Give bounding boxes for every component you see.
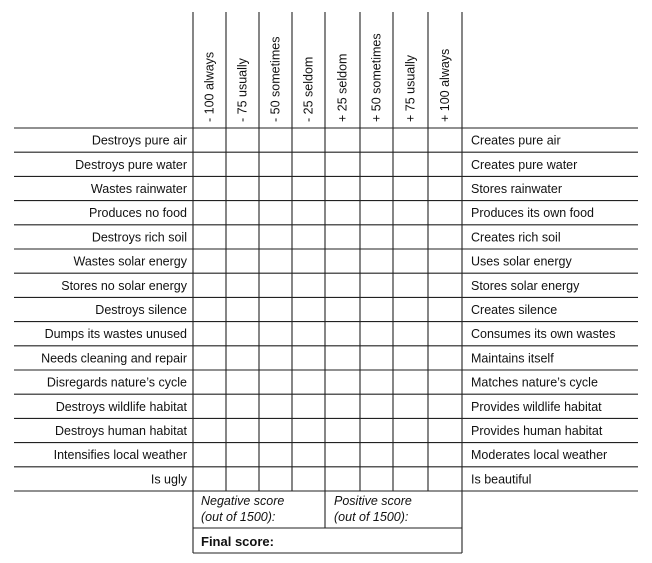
final-score-label: Final score: [201, 534, 274, 549]
positive-trait-label: Provides wildlife habitat [471, 399, 602, 414]
negative-trait-label: Is ugly [150, 472, 187, 487]
positive-trait-label: Stores solar energy [471, 278, 580, 293]
negative-trait-label: Destroys wildlife habitat [55, 399, 187, 414]
column-header: + 75 usually [403, 54, 418, 122]
negative-trait-label: Stores no solar energy [61, 278, 187, 293]
column-header: + 25 seldom [335, 53, 350, 122]
positive-score-label: Positive score [334, 494, 412, 508]
negative-trait-label: Destroys human habitat [54, 424, 187, 438]
negative-trait-label: Produces no food [89, 206, 187, 221]
positive-trait-label: Creates rich soil [471, 230, 561, 245]
negative-trait-label: Needs cleaning and repair [41, 351, 187, 366]
negative-trait-label: Dumps its wastes unused [44, 327, 187, 342]
positive-trait-label: Consumes its own wastes [471, 327, 616, 342]
positive-trait-label: Creates pure water [471, 157, 578, 172]
positive-trait-label: Produces its own food [471, 206, 594, 221]
negative-score-out-of: (out of 1500): [201, 510, 276, 524]
positive-trait-label: Creates silence [471, 303, 558, 317]
negative-trait-label: Destroys pure air [91, 133, 187, 148]
negative-trait-label: Wastes rainwater [90, 182, 187, 196]
positive-trait-label: Moderates local weather [471, 448, 608, 463]
negative-trait-label: Wastes solar energy [73, 254, 187, 269]
positive-trait-label: Maintains itself [471, 351, 554, 366]
positive-trait-label: Matches nature’s cycle [471, 375, 598, 390]
negative-trait-label: Intensifies local weather [53, 448, 187, 463]
column-header: - 75 usually [235, 58, 250, 122]
score-area [201, 494, 412, 549]
column-header: + 50 sometimes [369, 33, 384, 122]
column-headers [203, 33, 453, 122]
negative-trait-label: Destroys rich soil [91, 230, 187, 245]
positive-trait-label: Provides human habitat [471, 424, 603, 438]
positive-trait-label: Creates pure air [471, 133, 561, 148]
positive-trait-label: Uses solar energy [471, 254, 572, 269]
column-header: - 100 always [202, 51, 217, 122]
positive-trait-label: Stores rainwater [471, 182, 563, 196]
column-header: - 50 sometimes [268, 36, 283, 122]
negative-trait-label: Destroys pure water [75, 157, 187, 172]
positive-trait-label: Is beautiful [471, 472, 532, 487]
row-labels [41, 134, 615, 487]
positive-score-out-of: (out of 1500): [334, 510, 409, 524]
column-header: + 100 always [438, 48, 452, 122]
negative-trait-label: Destroys silence [95, 303, 187, 317]
column-header: - 25 seldom [301, 56, 316, 122]
negative-trait-label: Disregards nature’s cycle [46, 375, 187, 390]
negative-score-label: Negative score [201, 494, 285, 508]
